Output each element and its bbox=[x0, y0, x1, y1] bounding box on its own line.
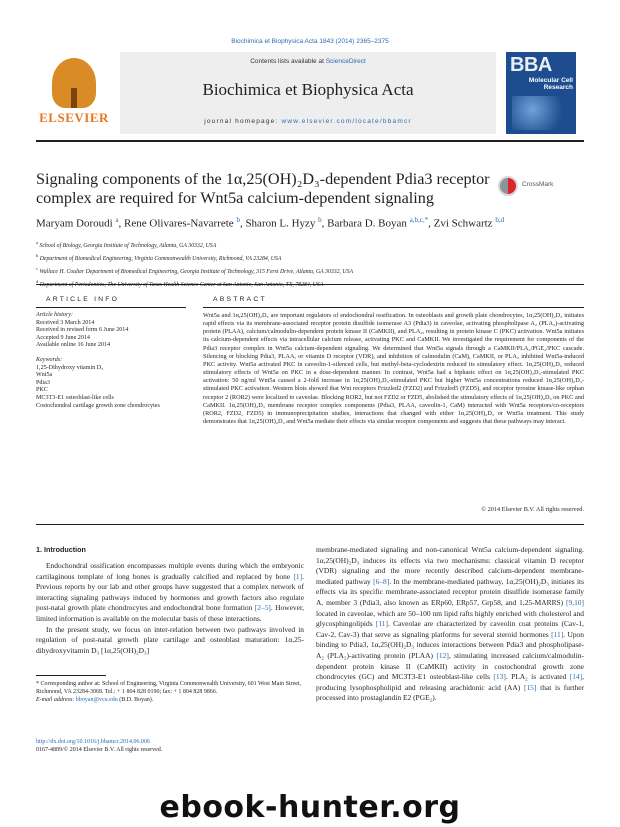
citation-link[interactable]: [13] bbox=[493, 672, 506, 682]
abstract-text: Wnt5a and 1α,25(OH)₂D₃ are important regulators of endochondral ossification. In osteoblasts and growth plate chondrocytes, 1α,25(OH)₂D₃ initiates rapid effects via its membrane-associated receptor protein disulfide isomerase A3 (Pdia3) in caveolae, activating phospholipase A₂ (PLA₂)-activating protein (PLAA), calcium/calmodulin-dependent protein kinase II (CaMKII), and PLA₂, resulting in protein kinase C (PKC) activation. Wnt5a initiates its calcium-dependent effects via intracellular calcium release, activating PKC and CaMKII. We investigated the requirement for components of the Pdia3 receptor complex in Wnt5a calcium-dependent signaling. We determined that Wnt5a signals through a CaMKII/PLA₂/PGE₂/PKC cascade. Silencing or blocking Pdia3, PLAA, or vitamin D receptor (VDR), and inhibition of calmodulin (CaM), CaMKII, or PLA₂ inhibited Wnt5a-induced PKC activity. Wnt5a activated PKC in caveolin-1-silenced cells, but methyl-beta-cyclodextrin reduced its stimulatory effect. 1α,25(OH)₂D₃ reduced stimulatory effects of Wnt5a on PKC in a dose-dependent manner. In contrast, Wnt5a had a biphasic effect on 1α,25(OH)₂D₃-stimulated PKC activation: 50 ng/ml Wnt5a caused a 2-fold increase in 1α,25(OH)₂D₃-stimulated PKC but higher Wnt5a concentrations reduced 1α,25(OH)₂D₃-stimulated PKC activation. Western blots showed that Wnt receptors Frizzled2 (FZD2) and Frizzled5 (FZD5), and receptor tyrosine kinase-like orphan receptor 2 (ROR2) were localized to caveolae. Blocking ROR2, but not FZD2 or FZD5, abolished the stimulatory effects of 1α,25(OH)₂D₃ on PKC and CaMKII. 1α,25(OH)₂D₃ membrane receptor complex components (Pdia3, PLAA, caveolin-1, CaM) interacted with Wnt5a receptors/co-receptors (ROR2, FZD2, FZD5) in immunoprecipitation studies, interactions that changed with either 1α,25(OH)₂D₃ or Wnt5a treatment. This study demonstrates that 1α,25(OH)₂D₃ and Wnt5a mediate their effects via similar receptor components and suggests that these pathways may interact. bbox=[203, 312, 584, 426]
masthead-center bbox=[120, 52, 496, 134]
affiliation-item: $^b$ Department of Biomedical Engineering, Virginia Commonwealth University, Richmond, VA 23284, USA bbox=[36, 252, 282, 262]
homepage-link[interactable]: www.elsevier.com/locate/bbamcr bbox=[281, 118, 412, 125]
keyword-item: Pdia3 bbox=[36, 379, 50, 386]
article-info-panel bbox=[36, 312, 186, 410]
body-paragraph: membrane-mediated signaling and non-canonical Wnt5a calcium-dependent signaling. 1α,25(OH)₂D₃ induces its effects via two mechanisms: classical vitamin D receptor (VDR) signaling and the more recently described calcium-dependent membrane-mediated pathway [6–8]. In the membrane-mediated pathway, 1α,25(OH)₂D₃ initiates its effects via its specific membrane-associated receptor protein disulfide isomerase family A, member 3 (Pdia3, also known as ERp60, ERp57, Grp58, and 1,25-MARRS) [9,10] located in caveolae, which are 50–100 nm lipid rafts highly enriched with cholesterol and glycosphingolipids [11]. Caveolae are characterized by caveolin coat proteins (Cav-1, Cav-2, Cav-3) that serve as signaling platforms for several steroid hormones [11]. Upon binding to Pdia3, 1α,25(OH)₂D₃ induces interactions between Pdia3 and phospholipase-A₂ (PLA₂)-activating protein (PLAA) [12], stimulating increased calcium/calmodulin-dependent protein kinase II (CaMKII) activity in costochondral growth zone chondrocytes (GC) and MC3T3-E1 osteoblast-like cells [13]. PLA₂ is activated [14], producing lysophospholipid and releasing arachidonic acid (AA) [15] that is further processed into prostaglandin E2 (PGE₂). bbox=[316, 545, 584, 703]
contents-prefix: Contents lists available at bbox=[250, 58, 326, 65]
citation-link[interactable]: [6–8] bbox=[373, 576, 390, 586]
author-name: Barbara D. Boyan bbox=[327, 217, 407, 230]
citation-link[interactable]: [11] bbox=[375, 619, 389, 629]
homepage-line bbox=[120, 118, 496, 125]
article-info-rule bbox=[36, 307, 186, 308]
history-item: Available online 16 June 2014 bbox=[36, 342, 111, 349]
citation-link[interactable]: [12] bbox=[436, 650, 449, 660]
crossmark-icon bbox=[498, 176, 518, 196]
homepage-prefix: journal homepage: bbox=[204, 118, 282, 125]
corresponding-author-footnote: * Corresponding author at: School of Engineering, Virginia Commonwealth University, 601 West Main Street, Richmond, VA 23284-3068. Tel.: + 1 804 828 0190; fax: + 1 804 828 9866. E-mail address: bboyan@vcu.edu (B.D. Boyan). bbox=[36, 681, 302, 703]
header-divider bbox=[36, 284, 584, 285]
body-paragraph: In the present study, we focus on inter-relation between two pathways involved in regulation of post-natal growth plate cartilage and osteoblast maturation: 1α,25-dihydroxyvitamin D₃ [1α,25(OH)₂D₃] bbox=[36, 624, 304, 655]
article-info-heading: ARTICLE INFO bbox=[46, 296, 120, 303]
contents-line bbox=[120, 58, 496, 65]
body-paragraph: Endochondral ossification encompasses multiple events during which the embryonic cartilaginous template of long bones is gradually calcified and replaced by bone [1]. Previous reports by our lab and other groups have suggested that a complex network of interacting signaling pathways induced by hormones and growth factors also regulate post-natal growth plate chondrocytes and endochondral bone formation [2–5]. However, limited information is available on the molecular basis of these interactions. bbox=[36, 561, 304, 623]
citation-link[interactable]: [2–5] bbox=[254, 603, 271, 613]
issn-line: 0167-4889/© 2014 Elsevier B.V. All rights reserved. bbox=[36, 747, 163, 753]
cover-subtitle: Molecular Cell Research bbox=[528, 77, 573, 91]
section-title-introduction: 1. Introduction bbox=[36, 545, 86, 554]
affiliation-item: d bbox=[36, 278, 39, 284]
abstract-copyright: © 2014 Elsevier B.V. All rights reserved. bbox=[481, 506, 584, 513]
citation-link[interactable]: [9,10] bbox=[566, 597, 584, 607]
keyword-item: Wnt5a bbox=[36, 372, 53, 379]
author-affiliation-mark[interactable]: a bbox=[115, 216, 119, 224]
author-affiliation-mark[interactable]: a,b,c,* bbox=[409, 216, 429, 224]
body-column-right bbox=[316, 545, 584, 704]
watermark-text: ebook-hunter.org bbox=[159, 790, 461, 825]
cover-title: BBA bbox=[510, 54, 552, 76]
footnote-rule bbox=[36, 675, 106, 676]
author-affiliation-mark[interactable]: b bbox=[318, 216, 322, 224]
affiliation-item: $^c$ Wallace H. Coulter Department of Biomedical Engineering, Georgia Institute of Technology, 315 Ferst Drive, Atlanta, GA 30332, USA bbox=[36, 265, 354, 275]
journal-cover-thumbnail bbox=[506, 52, 576, 134]
affiliation-item: $^a$ School of Biology, Georgia Institute of Technology, Atlanta, GA 30332, USA bbox=[36, 240, 217, 249]
keyword-item: PKC bbox=[36, 387, 48, 394]
doi-block bbox=[36, 738, 304, 754]
author-name: Sharon L. Hyzy bbox=[245, 217, 316, 230]
keyword-item: Costochondral cartilage growth zone chondrocytes bbox=[36, 402, 160, 409]
sciencedirect-link[interactable]: ScienceDirect bbox=[325, 58, 366, 65]
citation-link[interactable]: [15] bbox=[523, 682, 537, 692]
doi-link[interactable]: http://dx.doi.org/10.1016/j.bbamcr.2014.06.006 bbox=[36, 739, 151, 745]
crossmark-label: CrossMark bbox=[522, 181, 554, 188]
author-affiliation-mark[interactable]: b,d bbox=[495, 216, 505, 224]
journal-citation[interactable]: Biochimica et Biophysica Acta 1843 (2014) 2365–2375 bbox=[231, 38, 389, 45]
body-column-left bbox=[36, 561, 304, 656]
abstract-heading: ABSTRACT bbox=[213, 296, 267, 303]
cover-image bbox=[512, 96, 570, 130]
history-item: Received in revised form 6 June 2014 bbox=[36, 327, 129, 334]
journal-title: Biochimica et Biophysica Acta bbox=[202, 80, 414, 99]
elsevier-logo bbox=[36, 58, 110, 132]
history-item: Received 3 March 2014 bbox=[36, 319, 95, 326]
email-link[interactable]: bboyan@vcu.edu bbox=[75, 697, 118, 703]
abstract-bottom-rule bbox=[36, 524, 584, 525]
keywords-label: Keywords: bbox=[36, 356, 63, 363]
author-list: Maryam Doroudi $^a$, Rene Olivares-Navarrete $^b$, Sharon L. Hyzy $^b$, Barbara D. Boyan $^{a,b,c,*}$, Zvi Schwartz $^{b,d}$ bbox=[36, 216, 505, 230]
masthead-rule bbox=[36, 140, 584, 142]
article-title: Signaling components of the 1α,25(OH)₂D₃-dependent Pdia3 receptor complex are required for Wnt5a calcium-dependent signaling bbox=[36, 170, 490, 207]
author-name: Zvi Schwartz bbox=[433, 217, 493, 230]
elsevier-tree-icon bbox=[52, 58, 96, 108]
journal-masthead bbox=[36, 52, 584, 134]
abstract-rule bbox=[203, 307, 584, 308]
history-label: Article history: bbox=[36, 312, 74, 318]
author-affiliation-mark[interactable]: b bbox=[236, 216, 240, 224]
crossmark-badge[interactable] bbox=[498, 174, 584, 198]
affiliation-list bbox=[36, 238, 584, 290]
history-item: Accepted 9 June 2014 bbox=[36, 334, 90, 341]
citation-link[interactable]: [14] bbox=[569, 672, 583, 682]
author-name: Rene Olivares-Navarrete bbox=[124, 217, 234, 230]
citation-link[interactable]: [1] bbox=[293, 571, 303, 581]
keyword-item: 1,25-Dihydroxy vitamin D₃ bbox=[36, 364, 104, 371]
author-name: Maryam Doroudi bbox=[36, 217, 113, 230]
publisher-name: ELSEVIER bbox=[39, 110, 109, 125]
keyword-item: MC3T3-E1 osteoblast-like cells bbox=[36, 394, 114, 401]
citation-link[interactable]: [11] bbox=[551, 629, 564, 639]
